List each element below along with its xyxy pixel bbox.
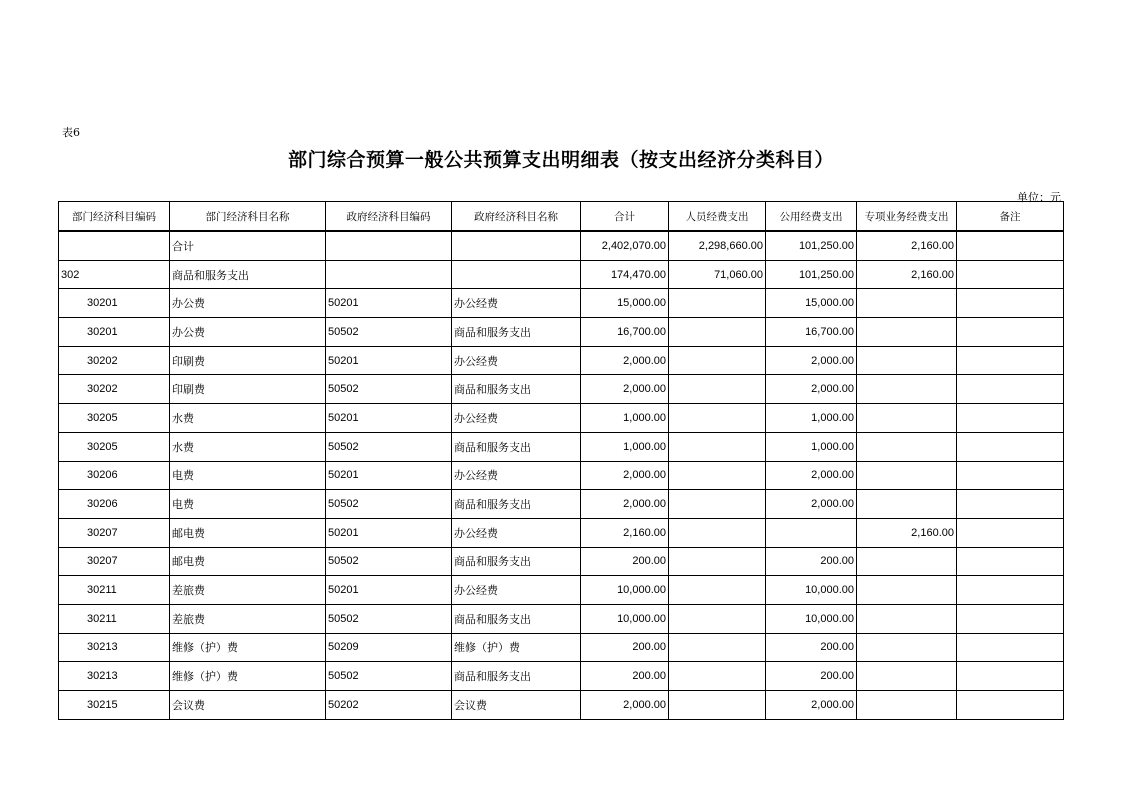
- dept-code-cell: 30206: [59, 461, 170, 490]
- special-cell: [857, 432, 957, 461]
- dept-code-cell: 30201: [59, 289, 170, 318]
- personnel-cell: [669, 691, 766, 720]
- public-cell: 2,000.00: [766, 490, 857, 519]
- dept-code-cell: 30213: [59, 662, 170, 691]
- table-row: [59, 404, 1064, 433]
- dept-code-cell: 30207: [59, 518, 170, 547]
- table-header-row: [59, 202, 1064, 232]
- personnel-cell: [669, 518, 766, 547]
- personnel-cell: [669, 662, 766, 691]
- public-cell: 101,250.00: [766, 231, 857, 260]
- gov-name-cell: 商品和服务支出: [452, 547, 581, 576]
- special-cell: [857, 547, 957, 576]
- special-cell: [857, 662, 957, 691]
- dept-code-cell: 30205: [59, 432, 170, 461]
- note-cell: [957, 461, 1064, 490]
- gov-code-cell: 50502: [326, 490, 452, 519]
- table-row: [59, 633, 1064, 662]
- table-row: [59, 604, 1064, 633]
- special-cell: 2,160.00: [857, 260, 957, 289]
- personnel-cell: [669, 289, 766, 318]
- gov-code-cell: 50201: [326, 518, 452, 547]
- personnel-cell: 2,298,660.00: [669, 231, 766, 260]
- dept-name-cell: 印刷费: [170, 346, 326, 375]
- column-header-note: 备注: [957, 202, 1064, 232]
- dept-name-cell: 差旅费: [170, 604, 326, 633]
- dept-code-cell: 30211: [59, 604, 170, 633]
- total-cell: 15,000.00: [581, 289, 669, 318]
- column-header-special: 专项业务经费支出: [857, 202, 957, 232]
- total-cell: 1,000.00: [581, 404, 669, 433]
- public-cell: 16,700.00: [766, 318, 857, 347]
- special-cell: [857, 404, 957, 433]
- unit-label: 单位：元: [1017, 191, 1061, 204]
- column-header-dept-name: 部门经济科目名称: [170, 202, 326, 232]
- public-cell: 2,000.00: [766, 375, 857, 404]
- gov-name-cell: 办公经费: [452, 518, 581, 547]
- dept-name-cell: 维修（护）费: [170, 662, 326, 691]
- table-number-label: 表6: [62, 126, 80, 139]
- column-header-gov-name: 政府经济科目名称: [452, 202, 581, 232]
- table-row: [59, 231, 1064, 260]
- gov-code-cell: 50201: [326, 404, 452, 433]
- gov-code-cell: [326, 231, 452, 260]
- public-cell: [766, 518, 857, 547]
- note-cell: [957, 633, 1064, 662]
- special-cell: [857, 576, 957, 605]
- personnel-cell: 71,060.00: [669, 260, 766, 289]
- dept-code-cell: 30202: [59, 346, 170, 375]
- table-row: [59, 490, 1064, 519]
- personnel-cell: [669, 346, 766, 375]
- note-cell: [957, 576, 1064, 605]
- gov-code-cell: 50202: [326, 691, 452, 720]
- gov-code-cell: 50201: [326, 346, 452, 375]
- dept-name-cell: 差旅费: [170, 576, 326, 605]
- dept-name-cell: 电费: [170, 490, 326, 519]
- gov-code-cell: 50201: [326, 461, 452, 490]
- gov-name-cell: 商品和服务支出: [452, 604, 581, 633]
- gov-code-cell: 50502: [326, 318, 452, 347]
- gov-name-cell: 办公经费: [452, 576, 581, 605]
- dept-name-cell: 邮电费: [170, 518, 326, 547]
- table-row: [59, 576, 1064, 605]
- special-cell: [857, 289, 957, 318]
- dept-name-cell: 办公费: [170, 289, 326, 318]
- table-row: [59, 547, 1064, 576]
- public-cell: 15,000.00: [766, 289, 857, 318]
- special-cell: [857, 375, 957, 404]
- gov-code-cell: 50209: [326, 633, 452, 662]
- personnel-cell: [669, 318, 766, 347]
- gov-code-cell: 50502: [326, 375, 452, 404]
- public-cell: 1,000.00: [766, 432, 857, 461]
- personnel-cell: [669, 576, 766, 605]
- total-cell: 200.00: [581, 547, 669, 576]
- note-cell: [957, 375, 1064, 404]
- gov-name-cell: 维修（护）费: [452, 633, 581, 662]
- total-cell: 200.00: [581, 662, 669, 691]
- gov-code-cell: 50201: [326, 576, 452, 605]
- personnel-cell: [669, 432, 766, 461]
- note-cell: [957, 346, 1064, 375]
- dept-name-cell: 会议费: [170, 691, 326, 720]
- gov-code-cell: [326, 260, 452, 289]
- total-cell: 2,000.00: [581, 375, 669, 404]
- personnel-cell: [669, 375, 766, 404]
- table-row: [59, 260, 1064, 289]
- public-cell: 2,000.00: [766, 346, 857, 375]
- total-cell: 2,000.00: [581, 346, 669, 375]
- dept-code-cell: 30207: [59, 547, 170, 576]
- total-cell: 1,000.00: [581, 432, 669, 461]
- dept-name-cell: 商品和服务支出: [170, 260, 326, 289]
- note-cell: [957, 604, 1064, 633]
- note-cell: [957, 547, 1064, 576]
- gov-name-cell: 办公经费: [452, 289, 581, 318]
- note-cell: [957, 432, 1064, 461]
- table-row: [59, 375, 1064, 404]
- dept-code-cell: 30215: [59, 691, 170, 720]
- total-cell: 200.00: [581, 633, 669, 662]
- total-cell: 16,700.00: [581, 318, 669, 347]
- total-cell: 2,000.00: [581, 490, 669, 519]
- total-cell: 174,470.00: [581, 260, 669, 289]
- special-cell: 2,160.00: [857, 518, 957, 547]
- table-row: [59, 691, 1064, 720]
- personnel-cell: [669, 461, 766, 490]
- gov-name-cell: [452, 260, 581, 289]
- public-cell: 101,250.00: [766, 260, 857, 289]
- dept-name-cell: 电费: [170, 461, 326, 490]
- special-cell: [857, 604, 957, 633]
- note-cell: [957, 662, 1064, 691]
- personnel-cell: [669, 547, 766, 576]
- dept-name-cell: 合计: [170, 231, 326, 260]
- gov-name-cell: 商品和服务支出: [452, 375, 581, 404]
- total-cell: 2,402,070.00: [581, 231, 669, 260]
- personnel-cell: [669, 604, 766, 633]
- gov-code-cell: 50201: [326, 289, 452, 318]
- table-row: [59, 346, 1064, 375]
- total-cell: 10,000.00: [581, 604, 669, 633]
- dept-code-cell: 30205: [59, 404, 170, 433]
- dept-code-cell: [59, 231, 170, 260]
- dept-name-cell: 维修（护）费: [170, 633, 326, 662]
- page-title: 部门综合预算一般公共预算支出明细表（按支出经济分类科目）: [287, 149, 834, 171]
- table-row: [59, 518, 1064, 547]
- gov-name-cell: 商品和服务支出: [452, 432, 581, 461]
- gov-code-cell: 50502: [326, 547, 452, 576]
- public-cell: 10,000.00: [766, 576, 857, 605]
- gov-code-cell: 50502: [326, 432, 452, 461]
- gov-name-cell: 商品和服务支出: [452, 318, 581, 347]
- dept-code-cell: 30211: [59, 576, 170, 605]
- special-cell: [857, 346, 957, 375]
- total-cell: 2,160.00: [581, 518, 669, 547]
- special-cell: [857, 691, 957, 720]
- table-row: [59, 461, 1064, 490]
- dept-code-cell: 30213: [59, 633, 170, 662]
- note-cell: [957, 289, 1064, 318]
- note-cell: [957, 691, 1064, 720]
- public-cell: 10,000.00: [766, 604, 857, 633]
- note-cell: [957, 404, 1064, 433]
- total-cell: 2,000.00: [581, 461, 669, 490]
- budget-detail-table: [58, 201, 1064, 720]
- dept-name-cell: 水费: [170, 432, 326, 461]
- public-cell: 200.00: [766, 662, 857, 691]
- public-cell: 2,000.00: [766, 691, 857, 720]
- special-cell: [857, 461, 957, 490]
- dept-code-cell: 30202: [59, 375, 170, 404]
- dept-name-cell: 印刷费: [170, 375, 326, 404]
- column-header-dept-code: 部门经济科目编码: [59, 202, 170, 232]
- personnel-cell: [669, 490, 766, 519]
- public-cell: 1,000.00: [766, 404, 857, 433]
- table-body: [59, 231, 1064, 719]
- gov-name-cell: 办公经费: [452, 461, 581, 490]
- personnel-cell: [669, 633, 766, 662]
- special-cell: [857, 318, 957, 347]
- dept-name-cell: 水费: [170, 404, 326, 433]
- table-row: [59, 289, 1064, 318]
- gov-code-cell: 50502: [326, 604, 452, 633]
- special-cell: [857, 490, 957, 519]
- gov-name-cell: 商品和服务支出: [452, 490, 581, 519]
- public-cell: 200.00: [766, 633, 857, 662]
- column-header-gov-code: 政府经济科目编码: [326, 202, 452, 232]
- note-cell: [957, 490, 1064, 519]
- dept-code-cell: 302: [59, 260, 170, 289]
- gov-name-cell: 会议费: [452, 691, 581, 720]
- table-row: [59, 662, 1064, 691]
- gov-name-cell: [452, 231, 581, 260]
- column-header-personnel: 人员经费支出: [669, 202, 766, 232]
- note-cell: [957, 260, 1064, 289]
- gov-name-cell: 商品和服务支出: [452, 662, 581, 691]
- dept-code-cell: 30206: [59, 490, 170, 519]
- gov-name-cell: 办公经费: [452, 346, 581, 375]
- note-cell: [957, 318, 1064, 347]
- special-cell: 2,160.00: [857, 231, 957, 260]
- column-header-public: 公用经费支出: [766, 202, 857, 232]
- total-cell: 2,000.00: [581, 691, 669, 720]
- special-cell: [857, 633, 957, 662]
- dept-name-cell: 办公费: [170, 318, 326, 347]
- dept-code-cell: 30201: [59, 318, 170, 347]
- note-cell: [957, 518, 1064, 547]
- gov-code-cell: 50502: [326, 662, 452, 691]
- dept-name-cell: 邮电费: [170, 547, 326, 576]
- note-cell: [957, 231, 1064, 260]
- public-cell: 200.00: [766, 547, 857, 576]
- personnel-cell: [669, 404, 766, 433]
- column-header-total: 合计: [581, 202, 669, 232]
- table-row: [59, 432, 1064, 461]
- table-row: [59, 318, 1064, 347]
- total-cell: 10,000.00: [581, 576, 669, 605]
- public-cell: 2,000.00: [766, 461, 857, 490]
- gov-name-cell: 办公经费: [452, 404, 581, 433]
